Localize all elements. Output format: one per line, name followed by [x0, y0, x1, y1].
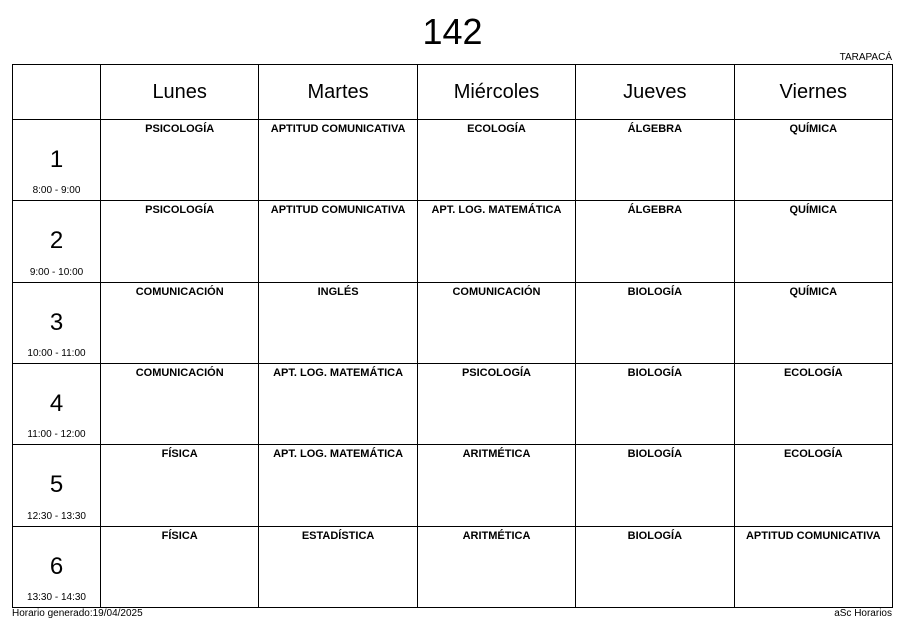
lesson-cell: [576, 363, 734, 444]
lesson-cell: [101, 526, 259, 607]
subject-label: QUÍMICA: [789, 204, 838, 217]
lesson-cell: [259, 526, 417, 607]
day-header-jueves: Jueves: [576, 65, 734, 120]
subject-label: APTITUD COMUNICATIVA: [745, 529, 881, 542]
period-number: 2: [49, 227, 64, 255]
period-number: 1: [49, 146, 64, 173]
subject-label: ECOLOGÍA: [783, 366, 843, 379]
lesson-cell: [417, 201, 575, 282]
lesson-cell: [576, 201, 734, 282]
period-row-2: [13, 201, 893, 282]
period-row-5: [13, 445, 893, 526]
subject-label: QUÍMICA: [789, 285, 838, 298]
subject-label: BIOLOGÍA: [627, 448, 683, 461]
subject-label: PSICOLOGÍA: [145, 204, 215, 217]
subject-label: APT. LOG. MATEMÁTICA: [431, 204, 562, 217]
period-row-4: [13, 363, 893, 444]
page-title: 142: [422, 11, 483, 52]
subject-label: ARITMÉTICA: [462, 448, 531, 461]
period-cell-1: [13, 120, 101, 201]
lesson-cell: [734, 445, 892, 526]
lesson-cell: [259, 120, 417, 201]
day-header-miercoles: Miércoles: [417, 65, 575, 120]
period-row-1: [13, 120, 893, 201]
period-time: 13:30 - 14:30: [27, 592, 86, 603]
subject-label: BIOLOGÍA: [627, 366, 683, 379]
lesson-cell: [259, 282, 417, 363]
lesson-cell: [576, 120, 734, 201]
lesson-cell: [417, 363, 575, 444]
location-label: TARAPACÁ: [839, 52, 892, 63]
subject-label: BIOLOGÍA: [627, 285, 683, 298]
subject-label: ECOLOGÍA: [467, 123, 526, 135]
lesson-cell: [101, 282, 259, 363]
day-header-row: [13, 65, 893, 120]
period-number: 6: [49, 552, 64, 580]
lesson-cell: [417, 445, 575, 526]
subject-label: COMUNICACIÓN: [135, 366, 224, 379]
period-number: 4: [49, 389, 64, 417]
lesson-cell: [417, 526, 575, 607]
lesson-cell: [259, 201, 417, 282]
lesson-cell: [101, 445, 259, 526]
period-row-6: [13, 526, 893, 607]
lesson-cell: [259, 445, 417, 526]
subject-label: APT. LOG. MATEMÁTICA: [273, 366, 404, 379]
period-time: 9:00 - 10:00: [29, 266, 84, 278]
subject-label: ESTADÍSTICA: [301, 529, 375, 542]
subject-label: ÁLGEBRA: [627, 123, 683, 135]
period-time: 11:00 - 12:00: [27, 429, 86, 441]
period-number: 5: [49, 471, 64, 499]
period-cell-6: [13, 526, 101, 607]
lesson-cell: [576, 282, 734, 363]
period-cell-3: [13, 282, 101, 363]
lesson-cell: [734, 363, 892, 444]
subject-label: COMUNICACIÓN: [135, 285, 224, 298]
subject-label: PSICOLOGÍA: [145, 123, 215, 135]
lesson-cell: [101, 201, 259, 282]
lesson-cell: [734, 120, 892, 201]
period-time: 8:00 - 9:00: [32, 185, 81, 197]
subject-label: INGLÉS: [317, 285, 359, 298]
period-time: 12:30 - 13:30: [27, 510, 86, 522]
lesson-cell: [417, 282, 575, 363]
lesson-cell: [417, 120, 575, 201]
day-header-viernes: Viernes: [734, 65, 892, 120]
lesson-cell: [734, 526, 892, 607]
subject-label: ARITMÉTICA: [462, 529, 531, 542]
subject-label: ECOLOGÍA: [783, 448, 843, 461]
lesson-cell: [101, 120, 259, 201]
period-row-3: [13, 282, 893, 363]
subject-label: APT. LOG. MATEMÁTICA: [273, 448, 404, 461]
lesson-cell: [734, 201, 892, 282]
day-header-lunes: Lunes: [101, 65, 259, 120]
subject-label: ÁLGEBRA: [627, 204, 683, 217]
subject-label: COMUNICACIÓN: [452, 285, 541, 298]
period-number: 3: [49, 308, 64, 336]
generated-date: Horario generado:19/04/2025: [12, 608, 143, 619]
lesson-cell: [259, 363, 417, 444]
subject-label: FÍSICA: [161, 448, 198, 461]
lesson-cell: [576, 445, 734, 526]
lesson-cell: [734, 282, 892, 363]
timetable: [12, 64, 893, 608]
brand-label: aSc Horarios: [834, 608, 892, 619]
lesson-cell: [101, 363, 259, 444]
period-cell-2: [13, 201, 101, 282]
subject-label: FÍSICA: [161, 529, 198, 542]
day-header-martes: Martes: [259, 65, 417, 120]
subject-label: APTITUD COMUNICATIVA: [270, 123, 406, 135]
subject-label: QUÍMICA: [789, 123, 838, 135]
lesson-cell: [576, 526, 734, 607]
subject-label: BIOLOGÍA: [627, 529, 683, 542]
subject-label: PSICOLOGÍA: [461, 366, 531, 379]
subject-label: APTITUD COMUNICATIVA: [270, 204, 406, 217]
period-cell-5: [13, 445, 101, 526]
corner-cell: [13, 65, 101, 120]
period-cell-4: [13, 363, 101, 444]
period-time: 10:00 - 11:00: [27, 347, 86, 359]
